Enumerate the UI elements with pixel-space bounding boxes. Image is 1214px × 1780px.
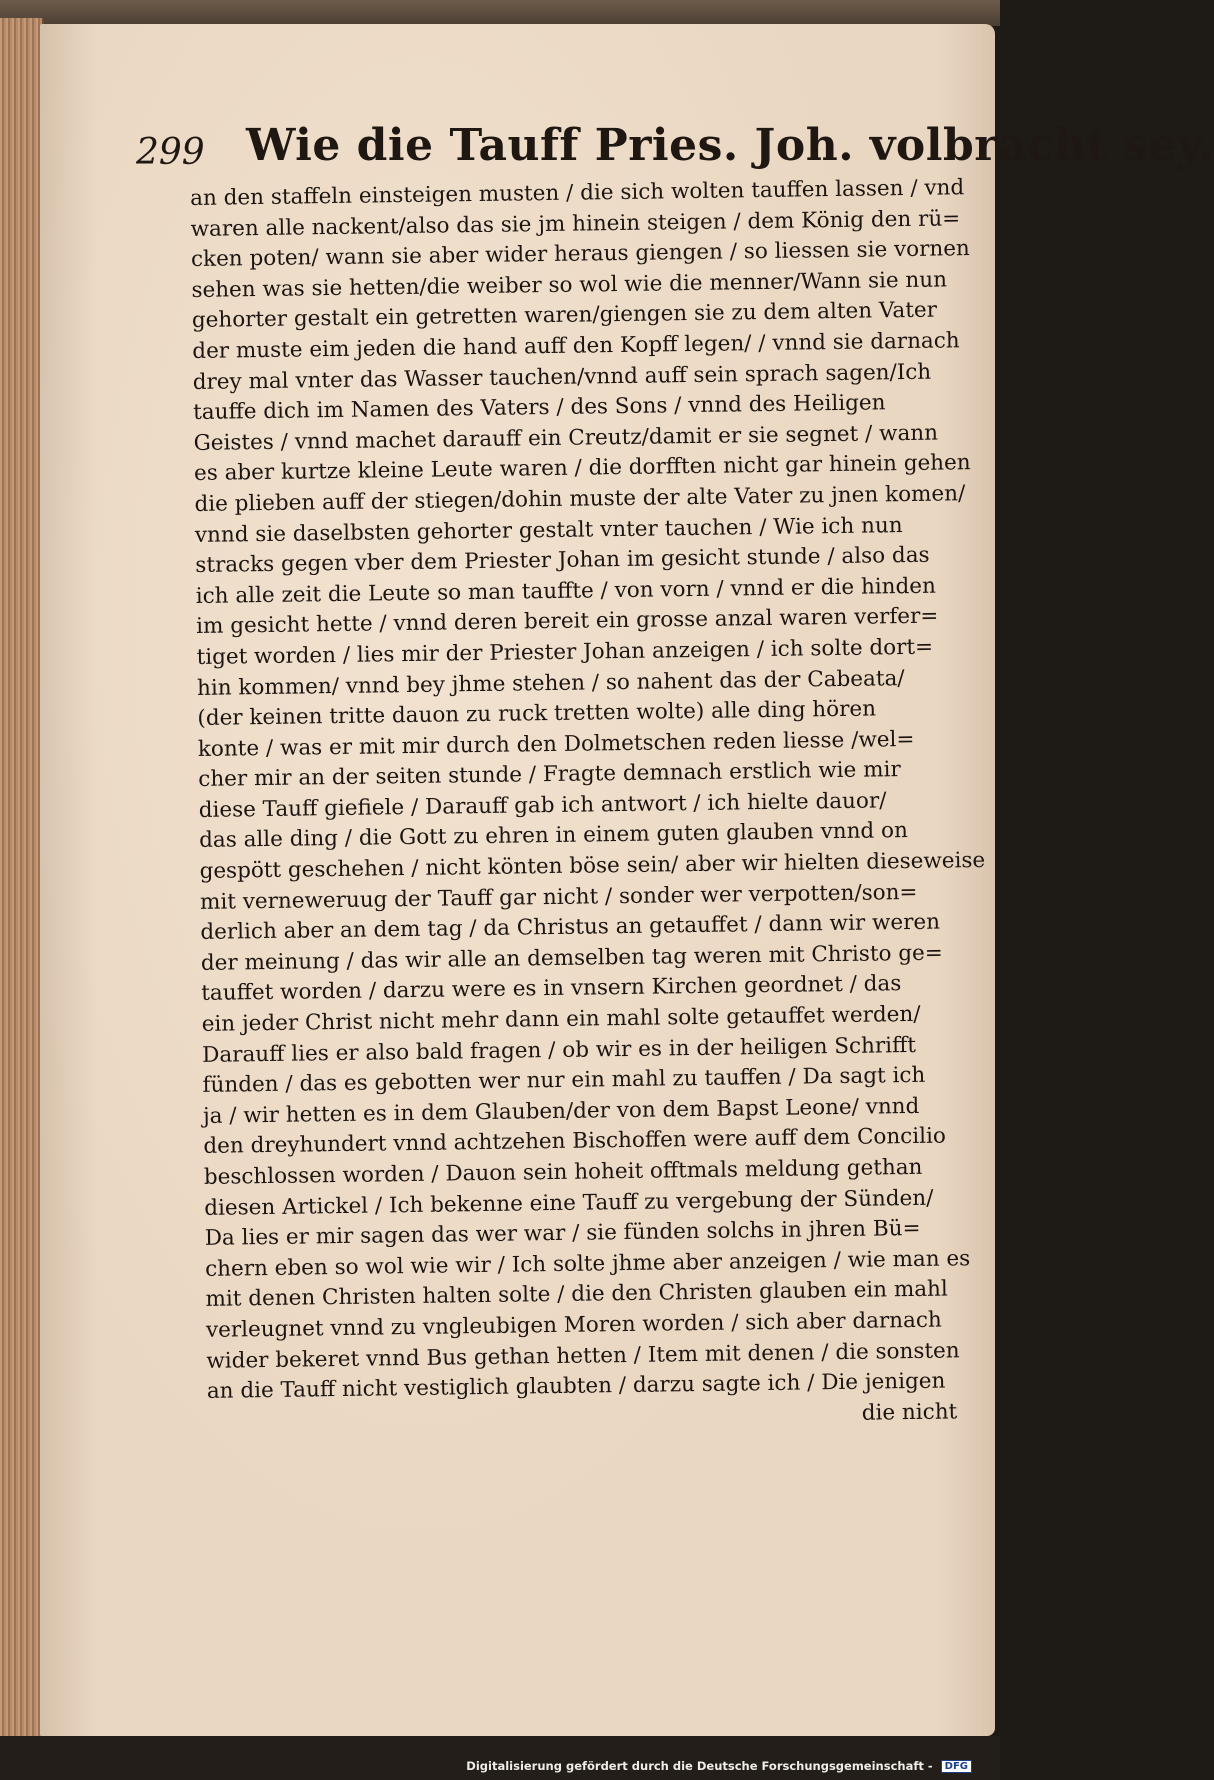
text-line: Geistes / vnnd machet darauff ein Creutz/damit er sie segnet / wann <box>193 420 939 456</box>
text-line: der muste eim jeden die hand auff den Kopff legen/ / vnnd sie darnach <box>192 328 960 364</box>
text-line: an den staffeln einsteigen musten / die sich wolten tauffen lassen / vnd <box>190 175 965 211</box>
text-line: diesen Artickel / Ich bekenne eine Tauff zu vergebung der Sünden/ <box>204 1185 934 1221</box>
text-line: tauffet worden / darzu were es in vnsern Kirchen geordnet / das <box>201 971 902 1007</box>
text-line: cken poten/ wann sie aber wider heraus giengen / so liessen sie vornen <box>190 236 970 273</box>
text-line: mit verneweruug der Tauff gar nicht / sonder wer verpotten/son= <box>199 879 918 915</box>
text-line: vnnd sie daselbsten gehorter gestalt vnter tauchen / Wie ich nun <box>194 512 903 548</box>
text-line: derlich aber an dem tag / da Christus an getauffet / dann wir weren <box>200 909 941 946</box>
text-line: Da lies er mir sagen das wer war / sie fünden solchs in jhren Bü= <box>204 1216 921 1252</box>
text-line: verleugnet vnnd zu vngleubigen Moren worden / sich aber darnach <box>205 1307 942 1343</box>
book-page-edges <box>0 18 44 1736</box>
body-text <box>190 173 986 1438</box>
text-line: sehen was sie hetten/die weiber so wol wie die menner/Wann sie nun <box>191 267 948 303</box>
text-line: im gesicht hette / vnnd deren bereit ein grosse anzal waren verfer= <box>196 603 939 640</box>
text-line: beschlossen worden / Dauon sein hoheit offtmals meldung gethan <box>203 1154 923 1190</box>
text-line: Darauff lies er also bald fragen / ob wir es in der heiligen Schrifft <box>201 1032 917 1068</box>
text-line: es aber kurtze kleine Leute waren / die dorfften nicht gar hinein gehen <box>193 450 971 487</box>
text-line: das alle ding / die Gott zu ehren in einem guten glauben vnnd on <box>198 818 909 854</box>
text-line: an die Tauff nicht vestiglich glaubten / darzu sagte ich / Die jenigen <box>206 1368 946 1405</box>
text-line: stracks gegen vber dem Priester Johan im gesicht stunde / also das <box>195 542 930 579</box>
text-line: konte / was er mit mir durch den Dolmetschen reden liesse /wel= <box>197 726 915 762</box>
catchword: die nicht <box>861 1399 958 1426</box>
text-line: waren alle nackent/also das sie jm hinein steigen / dem König den rü= <box>190 205 961 242</box>
text-line: gehorter gestalt ein getretten waren/giengen sie zu dem alten Vater <box>191 297 938 334</box>
text-line: ja / wir hetten es in dem Glauben/der von dem Bapst Leone/ vnnd <box>202 1093 920 1129</box>
running-title: Wie die Tauff Pries. Joh. volbracht sey. <box>246 120 1214 171</box>
text-line: die plieben auff der stiegen/dohin muste der alte Vater zu jnen komen/ <box>194 481 966 517</box>
text-line: diese Tauff giefiele / Darauff gab ich antwort / ich hielte dauor/ <box>198 788 887 823</box>
page-number: 299 <box>136 132 205 173</box>
page-header <box>136 118 1214 178</box>
credit-text: Digitalisierung gefördert durch die Deutsche Forschungsgemeinschaft - <box>466 1759 933 1773</box>
text-line: fünden / das es gebotten wer nur ein mahl zu tauffen / Da sagt ich <box>202 1063 926 1099</box>
text-line: den dreyhundert vnnd achtzehen Bischoffen were auff dem Concilio <box>203 1123 947 1160</box>
dfg-logo: DFG <box>941 1760 972 1773</box>
text-line: gespött geschehen / nicht könten böse sein/ aber wir hielten dieseweise <box>199 848 986 884</box>
text-line: cher mir an der seiten stunde / Fragte demnach erstlich wie mir <box>198 757 901 793</box>
text-line: der meinung / das wir alle an demselben tag weren mit Christo ge= <box>200 940 943 976</box>
text-line: tauffe dich im Namen des Vaters / des Sons / vnnd des Heiligen <box>193 390 886 426</box>
text-line: tiget worden / lies mir der Priester Johan anzeigen / ich solte dort= <box>196 634 934 670</box>
text-line: mit denen Christen halten solte / die den Christen glauben ein mahl <box>205 1276 948 1313</box>
text-line: ein jeder Christ nicht mehr dann ein mahl solte getauffet werden/ <box>201 1001 921 1037</box>
text-line: wider bekeret vnnd Bus gethan hetten / Item mit denen / die sonsten <box>206 1337 960 1374</box>
text-line: hin kommen/ vnnd bey jhme stehen / so nahent das der Cabeata/ <box>196 665 905 701</box>
text-line: chern eben so wol wie wir / Ich solte jhme aber anzeigen / wie man es <box>204 1245 971 1282</box>
text-line: drey mal vnter das Wasser tauchen/vnnd auff sein sprach sagen/Ich <box>192 359 932 395</box>
digitization-credit <box>466 1759 972 1773</box>
footer-bar <box>0 1736 1000 1780</box>
top-edge-strip <box>0 0 1000 26</box>
text-line: ich alle zeit die Leute so man tauffte / von vorn / vnnd er die hinden <box>195 573 937 609</box>
text-line: (der keinen tritte dauon zu ruck tretten wolte) alle ding hören <box>197 696 877 732</box>
